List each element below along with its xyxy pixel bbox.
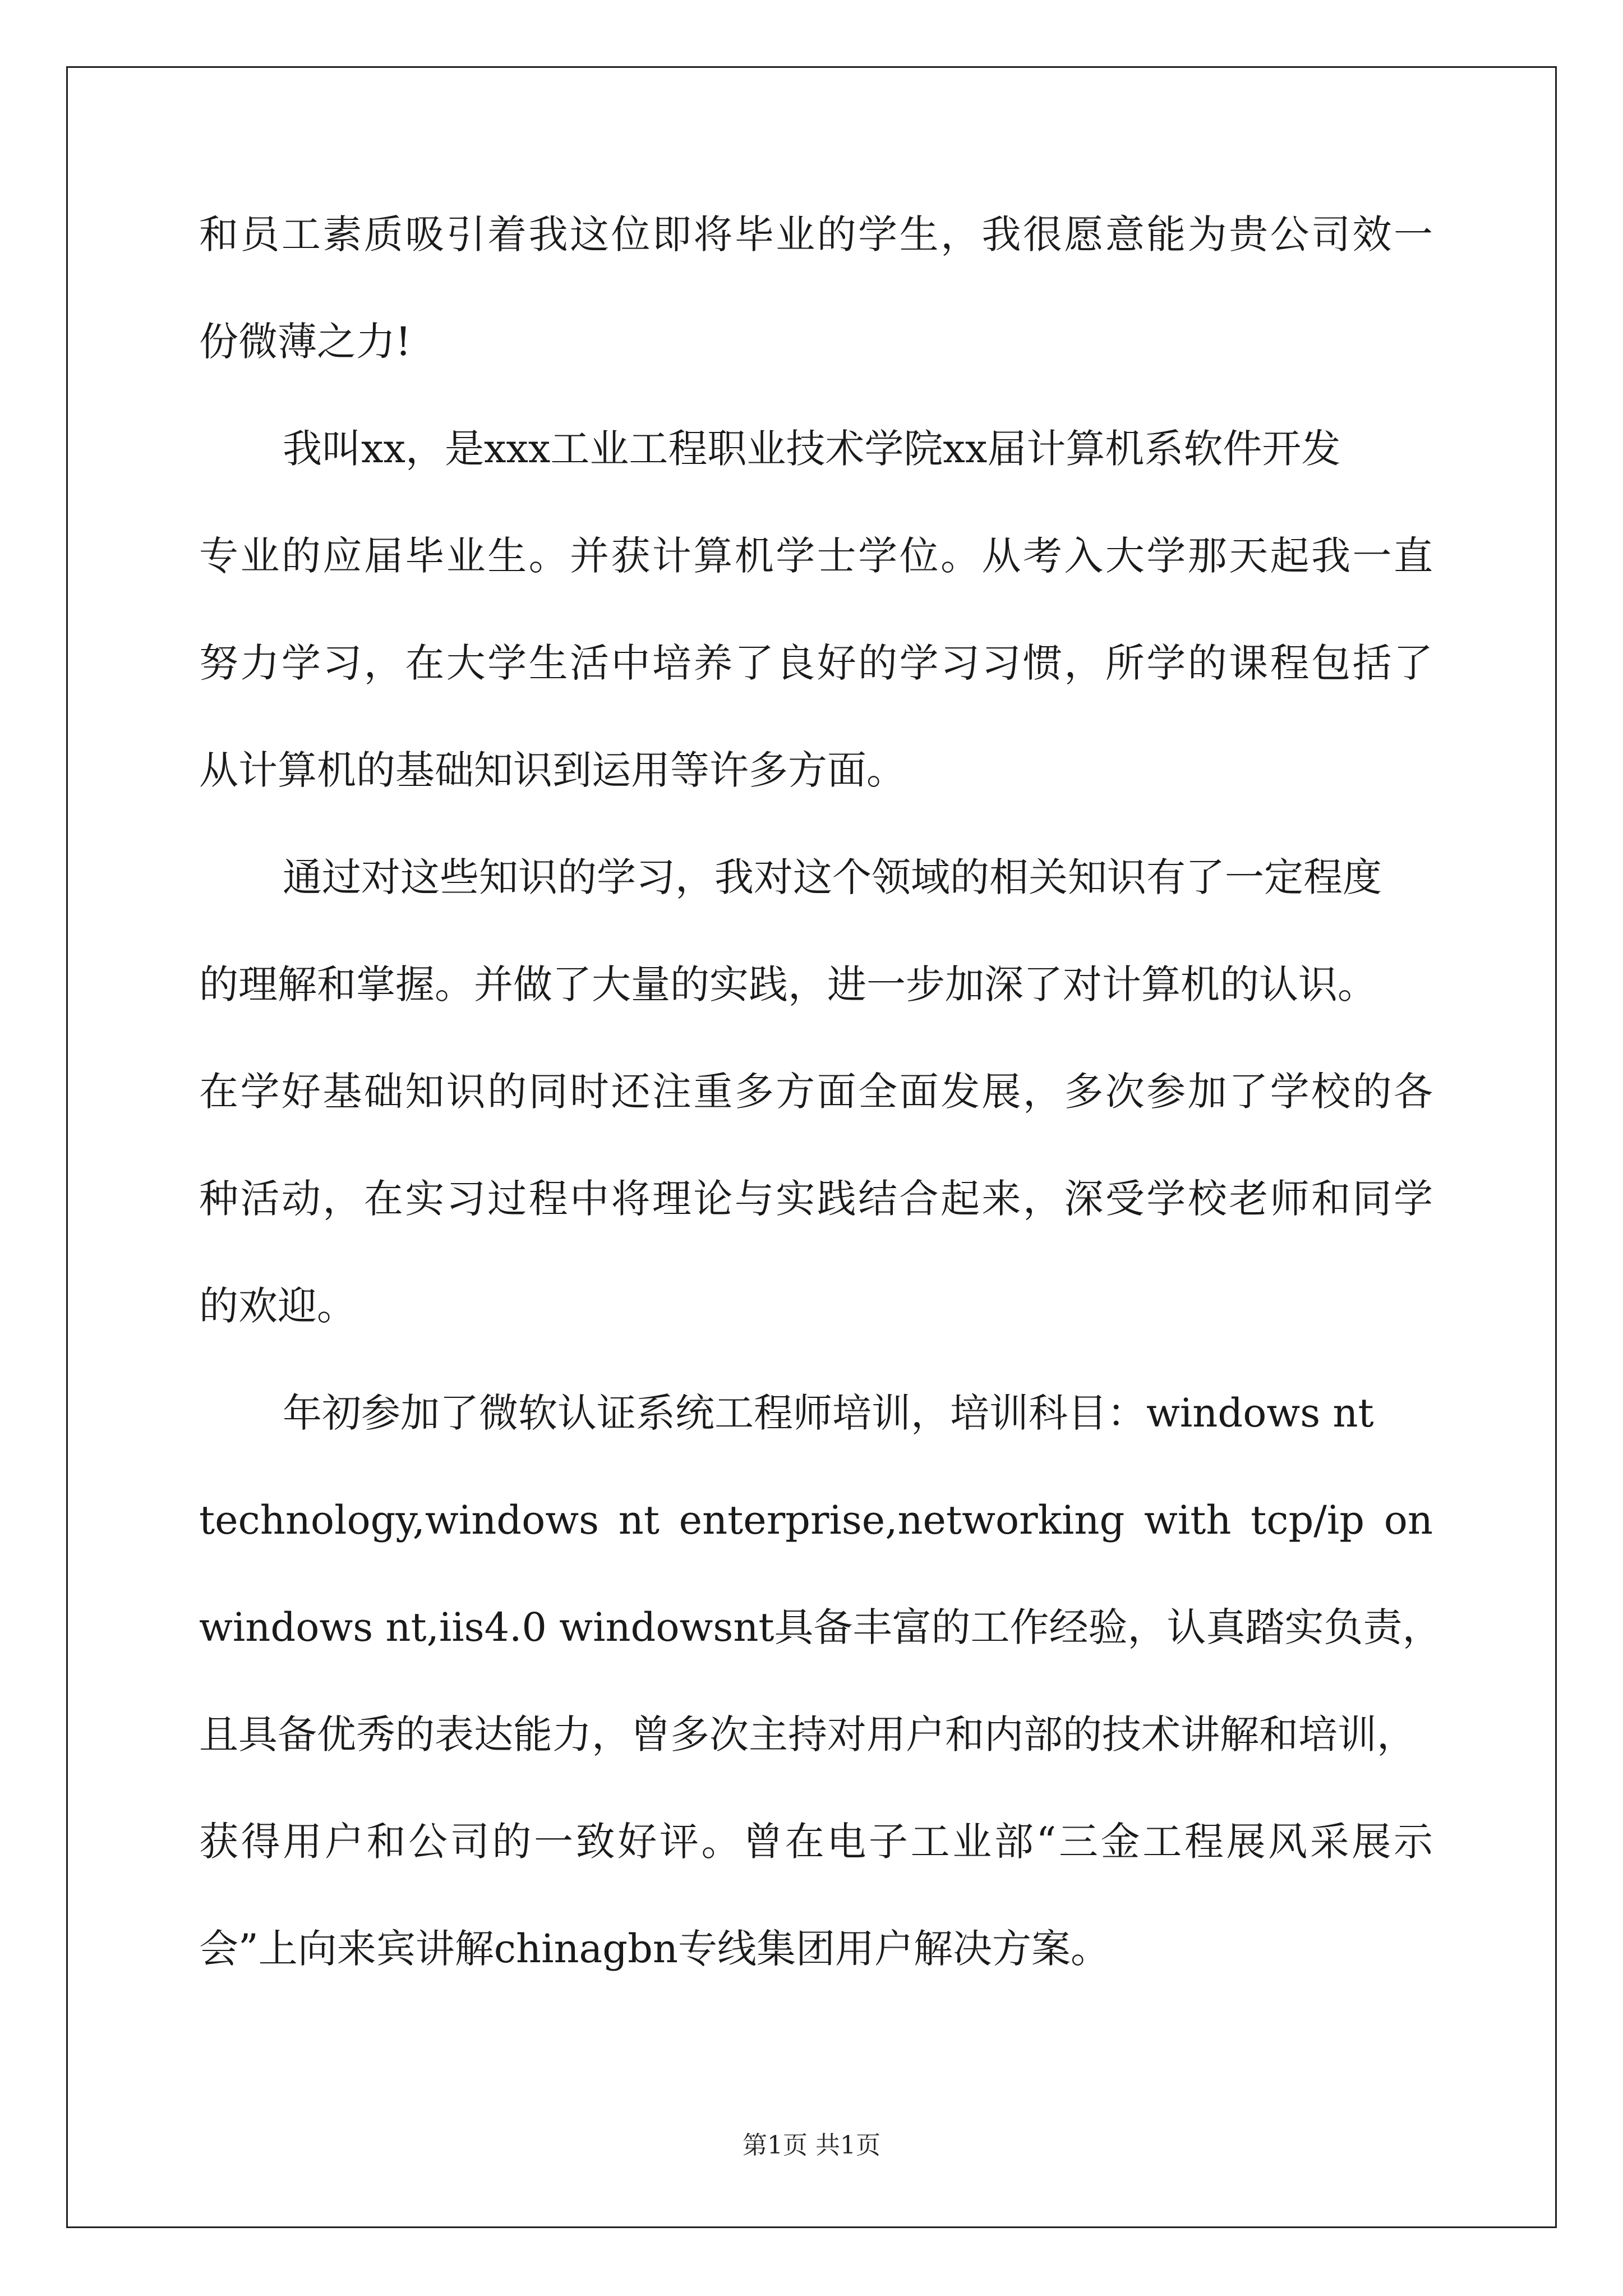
text-line: 份微薄之力!: [199, 319, 412, 365]
text-line: 年初参加了微软认证系统工程师培训，培训科目：windows nt: [283, 1390, 1374, 1436]
text-line: 获得用户和公司的一致好评。曾在电子工业部“三金工程展风采展示: [199, 1819, 1433, 1865]
text-line: 的欢迎。: [199, 1283, 356, 1329]
text-line: 在学好基础知识的同时还注重多方面全面发展，多次参加了学校的各: [199, 1069, 1433, 1115]
text-line: 从计算机的基础知识到运用等许多方面。: [199, 747, 906, 793]
text-line: technology,windows nt enterprise,networking with tcp/ip on: [199, 1497, 1433, 1543]
text-line: 和员工素质吸引着我这位即将毕业的学生，我很愿意能为贵公司效一: [199, 211, 1433, 257]
text-line: windows nt,iis4.0 windowsnt具备丰富的工作经验，认真踏实负责，: [199, 1604, 1442, 1650]
text-line: 且具备优秀的表达能力，曾多次主持对用户和内部的技术讲解和培训，: [199, 1711, 1416, 1757]
text-line: 通过对这些知识的学习，我对这个领域的相关知识有了一定程度: [283, 854, 1382, 900]
text-line: 我叫xx，是xxx工业工程职业技术学院xx届计算机系软件开发: [283, 426, 1341, 472]
page-number-footer: 第1页 共1页: [743, 2131, 880, 2160]
text-line: 会”上向来宾讲解chinagbn专线集团用户解决方案。: [199, 1926, 1110, 1972]
text-line: 的理解和掌握。并做了大量的实践，进一步加深了对计算机的认识。: [199, 961, 1377, 1007]
text-line: 专业的应届毕业生。并获计算机学士学位。从考入大学那天起我一直: [199, 533, 1433, 579]
page-border: [66, 66, 1557, 2228]
text-line: 努力学习，在大学生活中培养了良好的学习习惯，所学的课程包括了: [199, 640, 1433, 686]
text-line: 种活动，在实习过程中将理论与实践结合起来，深受学校老师和同学: [199, 1176, 1433, 1222]
